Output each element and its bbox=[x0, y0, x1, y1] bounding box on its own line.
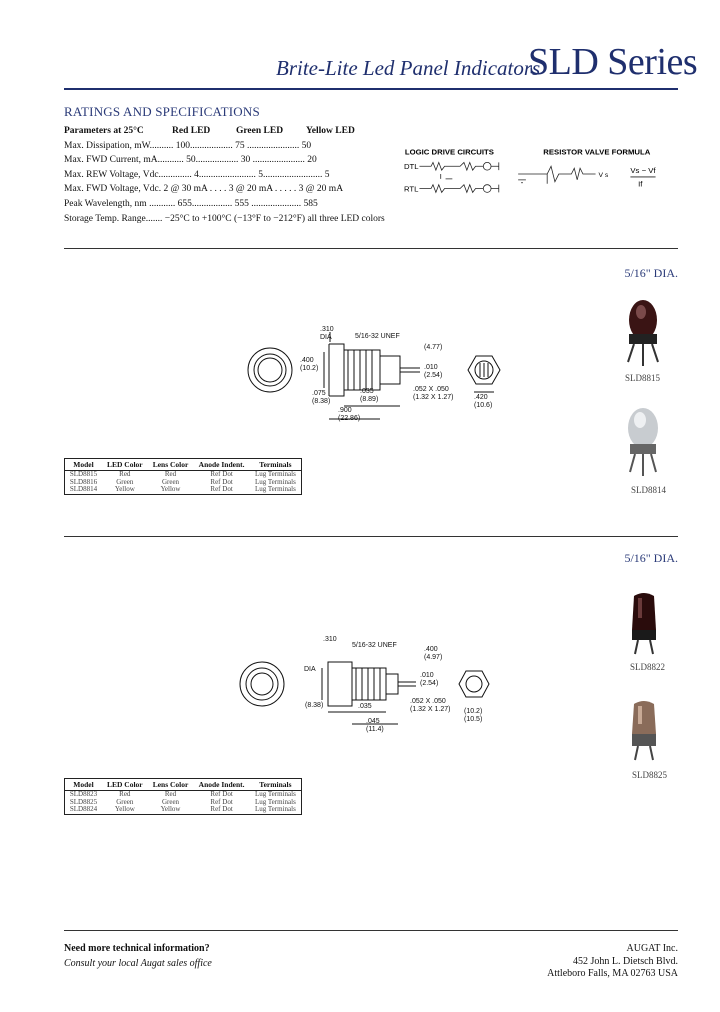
logic-drive-title: LOGIC DRIVE CIRCUITS bbox=[404, 147, 494, 157]
table-header-row bbox=[65, 459, 302, 471]
s2-dim-188: (4.97) bbox=[424, 654, 443, 661]
dim-075: .075 bbox=[312, 390, 326, 397]
cell: Lug Terminals bbox=[255, 805, 296, 813]
ratings-header-red: Red LED bbox=[172, 126, 211, 136]
ratings-specs bbox=[64, 124, 385, 226]
section1-model-table bbox=[64, 458, 302, 495]
vs-label: V s bbox=[598, 171, 609, 179]
s2-dim-838-group bbox=[305, 702, 323, 710]
ratings-header-row bbox=[64, 124, 385, 139]
product-photo-sld8815 bbox=[620, 296, 666, 368]
s2-dim-045-group bbox=[366, 718, 384, 734]
dim-254: (2.54) bbox=[424, 372, 443, 379]
cell: Yellow bbox=[114, 805, 135, 813]
ratings-row: Max. FWD Voltage, Vdc. 2 @ 30 mA . . . . 3 @ 20 mA . . . . . 3 @ 20 mA bbox=[64, 184, 344, 195]
col-led-color: LED Color bbox=[102, 459, 148, 471]
dim-889: (8.89) bbox=[360, 396, 379, 403]
table-row bbox=[65, 486, 302, 494]
dim-075-group bbox=[312, 390, 330, 406]
circuit-lines bbox=[419, 162, 655, 192]
dim-900-group bbox=[338, 407, 360, 423]
footer-consult: Consult your local Augat sales office bbox=[64, 958, 212, 969]
photo-label-sld8822: SLD8822 bbox=[630, 662, 666, 672]
cell: Green bbox=[161, 477, 180, 486]
col-anode: Anode Indent. bbox=[193, 459, 249, 471]
dim-035-group bbox=[360, 388, 378, 404]
s2-dim-310: .310 bbox=[323, 636, 337, 643]
cell: Green bbox=[161, 797, 180, 806]
photo-label-sld8825: SLD8825 bbox=[632, 770, 668, 780]
s2-dim-052-group bbox=[410, 698, 450, 714]
header-subtitle: Brite-Lite Led Panel Indicators bbox=[276, 56, 541, 80]
dtl-label: DTL bbox=[403, 162, 419, 172]
footer-address1: 452 John L. Dietsch Blvd. bbox=[573, 955, 678, 967]
col-terminals: Terminals bbox=[250, 459, 302, 471]
ratings-header-param: Parameters at 25°C bbox=[64, 126, 144, 136]
s2-dim-thread: 5/16-32 UNEF bbox=[352, 642, 397, 649]
logic-circuit-diagram bbox=[400, 145, 675, 205]
photo-label-sld8814: SLD8814 bbox=[631, 485, 667, 495]
s2-dim-035: .035 bbox=[358, 703, 372, 710]
product-photo-sld8814 bbox=[620, 404, 666, 478]
cell: Yellow bbox=[114, 485, 135, 493]
footer-company: AUGAT Inc. bbox=[626, 943, 678, 954]
col-model: Model bbox=[65, 779, 102, 791]
section2-model-table bbox=[64, 778, 302, 815]
header-rule bbox=[64, 88, 678, 90]
s2-dim-132: (1.32 X 1.27) bbox=[410, 706, 451, 713]
col-lens-color: Lens Color bbox=[148, 459, 194, 471]
dim-052-group bbox=[413, 386, 453, 402]
cell: SLD8823 bbox=[69, 790, 98, 798]
cell: SLD8816 bbox=[69, 477, 98, 486]
cell: Green bbox=[116, 477, 134, 486]
footer-need-info: Need more technical information? bbox=[64, 943, 210, 954]
s2-dim-114: (11.4) bbox=[366, 726, 384, 733]
cell: Ref Dot bbox=[210, 477, 233, 486]
ratings-title: RATINGS AND SPECIFICATIONS bbox=[64, 104, 260, 119]
footer-left bbox=[64, 943, 212, 969]
dim-106: (10.6) bbox=[474, 402, 493, 409]
ratings-row: Storage Temp. Range....... −25°C to +100°C (−13°F to −212°F) all three LED colors bbox=[64, 213, 385, 224]
dim-035: .035 bbox=[360, 388, 374, 395]
dim-420-group bbox=[474, 394, 492, 410]
cell: Ref Dot bbox=[210, 485, 233, 493]
cell: Lug Terminals bbox=[255, 477, 296, 486]
dim-102: (10.2) bbox=[300, 365, 319, 372]
s2-dim-010-group bbox=[420, 672, 438, 688]
s2-dim-035-group bbox=[358, 703, 372, 711]
footer-rule bbox=[64, 930, 678, 931]
s2-dim-254: (2.54) bbox=[420, 680, 439, 687]
dim-010-group bbox=[424, 364, 442, 380]
cell: Yellow bbox=[160, 805, 181, 813]
dim-838: (8.38) bbox=[312, 398, 331, 405]
s2-dim-838: (8.38) bbox=[305, 702, 324, 709]
table-row bbox=[65, 806, 302, 814]
section2-rule bbox=[64, 536, 678, 537]
col-model: Model bbox=[65, 459, 102, 471]
photo-label-sld8815: SLD8815 bbox=[625, 373, 661, 383]
s2-dim-102: (10.2) bbox=[464, 708, 483, 715]
s2-dim-310-group bbox=[323, 636, 337, 644]
col-terminals: Terminals bbox=[250, 779, 302, 791]
section1-dims-left bbox=[320, 326, 334, 342]
ratings-row: Max. REW Voltage, Vdc.............. 4........................ 5......................... 5 bbox=[64, 169, 330, 180]
cell: Ref Dot bbox=[210, 790, 233, 798]
s2-dim-400-group bbox=[424, 646, 442, 662]
cell: Red bbox=[119, 470, 131, 478]
ratings-row: Max. Dissipation, mW.......... 100.................. 75 ...................... 50 bbox=[64, 140, 312, 151]
section1-dia-label: 5/16" DIA. bbox=[624, 266, 678, 280]
cell: Ref Dot bbox=[210, 470, 233, 478]
dim-400-group bbox=[300, 357, 318, 373]
s2-dim-010: .010 bbox=[420, 672, 434, 679]
rtl-label: RTL bbox=[403, 184, 419, 194]
resistor-formula-title: RESISTOR VALVE FORMULA bbox=[543, 147, 651, 157]
dim-2286: (22.86) bbox=[338, 415, 361, 422]
s2-dim-105-group bbox=[464, 708, 482, 724]
cell: SLD8825 bbox=[69, 797, 98, 806]
cell: Yellow bbox=[160, 485, 181, 493]
s2-dim-052: .052 X .050 bbox=[410, 698, 446, 705]
cell: SLD8815 bbox=[69, 470, 98, 478]
footer-right bbox=[547, 943, 678, 981]
ratings-header-yellow: Yellow LED bbox=[306, 126, 355, 136]
dim-188: (4.77) bbox=[424, 344, 443, 351]
section2-dia-label: 5/16" DIA. bbox=[624, 551, 678, 565]
ratings-row: Max. FWD Current, mA........... 50.................. 30 ...................... 20 bbox=[64, 155, 317, 166]
cell: Green bbox=[116, 797, 134, 806]
cell: Ref Dot bbox=[210, 797, 233, 806]
dim-310: .310 bbox=[320, 326, 334, 333]
table-header-row bbox=[65, 779, 302, 791]
ratings-row: Peak Wavelength, nm ........... 655................. 555 ..................... 585 bbox=[64, 198, 318, 209]
col-anode: Anode Indent. bbox=[193, 779, 249, 791]
formula-numerator: Vs − Vf bbox=[630, 166, 656, 176]
s2-dim-400: .400 bbox=[424, 646, 438, 653]
dim-132: (1.32 X 1.27) bbox=[413, 394, 454, 401]
col-led-color: LED Color bbox=[102, 779, 148, 791]
formula-denominator: If bbox=[638, 179, 643, 189]
dim-052: .052 X .050 bbox=[413, 386, 449, 393]
cell: Lug Terminals bbox=[255, 790, 296, 798]
product-photo-sld8822 bbox=[626, 590, 662, 656]
cell: Ref Dot bbox=[210, 805, 233, 813]
ratings-header-green: Green LED bbox=[236, 126, 284, 136]
col-lens-color: Lens Color bbox=[148, 779, 194, 791]
section1-rule bbox=[64, 248, 678, 249]
s2-dim-105: (10.5) bbox=[464, 716, 483, 723]
header-series-title: SLD Series bbox=[528, 41, 698, 83]
cell: Red bbox=[119, 790, 131, 798]
cell: SLD8814 bbox=[69, 485, 98, 493]
cell: Red bbox=[164, 470, 177, 478]
cell: Lug Terminals bbox=[255, 470, 296, 478]
cell: Lug Terminals bbox=[255, 485, 296, 493]
dim-010: .010 bbox=[424, 364, 438, 371]
dim-400: .400 bbox=[300, 357, 314, 364]
dim-900: .900 bbox=[338, 407, 352, 414]
cell: Lug Terminals bbox=[255, 797, 296, 806]
cell: Red bbox=[164, 790, 177, 798]
product-photo-sld8825 bbox=[626, 698, 662, 764]
s2-dim-dia: DIA bbox=[304, 666, 316, 673]
dim-dia: DIA bbox=[320, 334, 332, 341]
s2-dim-045: .045 bbox=[366, 718, 380, 725]
cell: SLD8824 bbox=[69, 805, 98, 813]
dim-420: .420 bbox=[474, 394, 488, 401]
dim-thread: 5/16-32 UNEF bbox=[355, 333, 400, 340]
footer-address2: Attleboro Falls, MA 02763 USA bbox=[547, 968, 678, 979]
